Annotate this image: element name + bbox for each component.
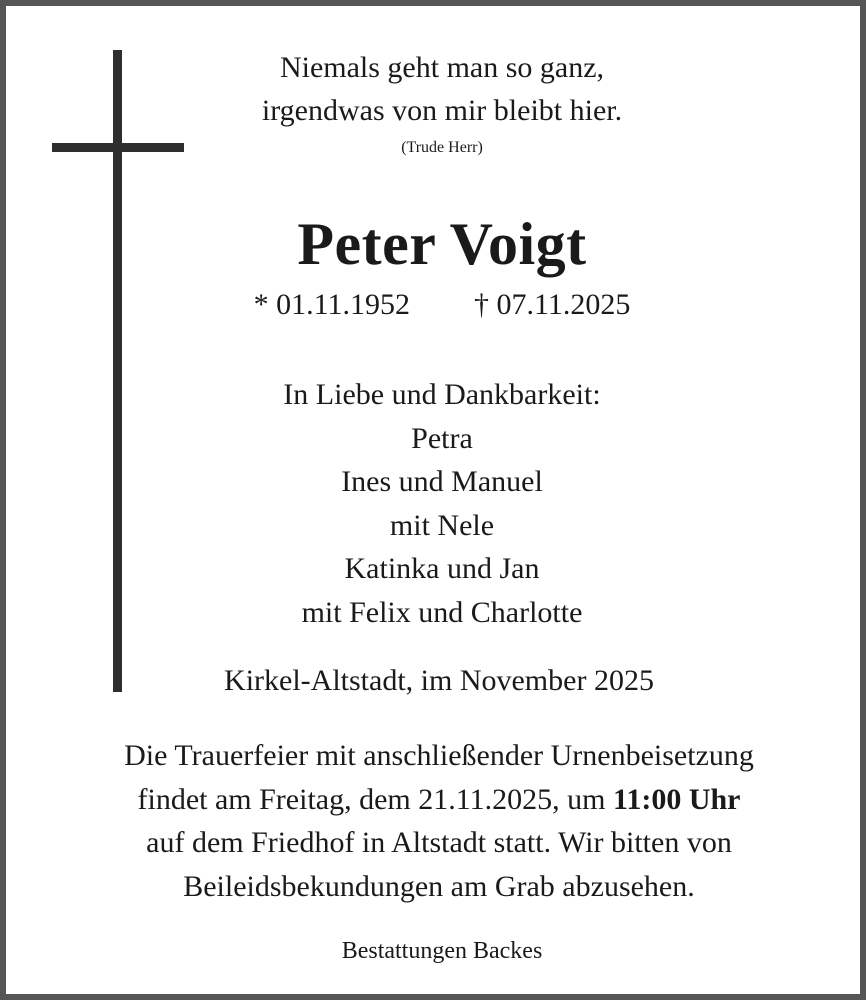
family-intro: In Liebe und Dankbarkeit: [283,378,601,411]
undertaker: Bestattungen Backes [341,938,543,964]
funeral-line: auf dem Friedhof in Altstadt statt. Wir bitten von [146,826,732,859]
death-date: † 07.11.2025 [474,288,631,321]
funeral-time: 11:00 Uhr [612,782,741,816]
life-dates [192,285,692,325]
cross-icon-bar [52,143,184,152]
place-date: Kirkel-Altstadt, im November 2025 [224,664,654,697]
funeral-line [26,778,852,822]
birth-date: * 01.11.1952 [253,288,410,321]
family-member: Petra [411,421,473,455]
funeral-date-text: findet am Freitag, dem 21.11.2025, um [137,782,613,816]
funeral-notice [26,734,852,908]
deceased-name: Peter Voigt [297,211,587,277]
quote-line: irgendwas von mir bleibt hier. [261,94,623,127]
family-member: mit Nele [389,508,495,542]
quote-author: (Trude Herr) [401,139,483,156]
family-member: Ines und Manuel [341,465,543,498]
family-member: mit Felix und Charlotte [301,595,583,629]
family-list [192,373,692,634]
quote-line: Niemals geht man so ganz, [279,51,605,84]
quote [192,46,692,132]
family-member: Katinka und Jan [344,552,540,585]
funeral-line: Beileidsbekundungen am Grab abzusehen. [183,869,695,903]
funeral-line: Die Trauerfeier mit anschließender Urnenbeisetzung [124,739,754,772]
